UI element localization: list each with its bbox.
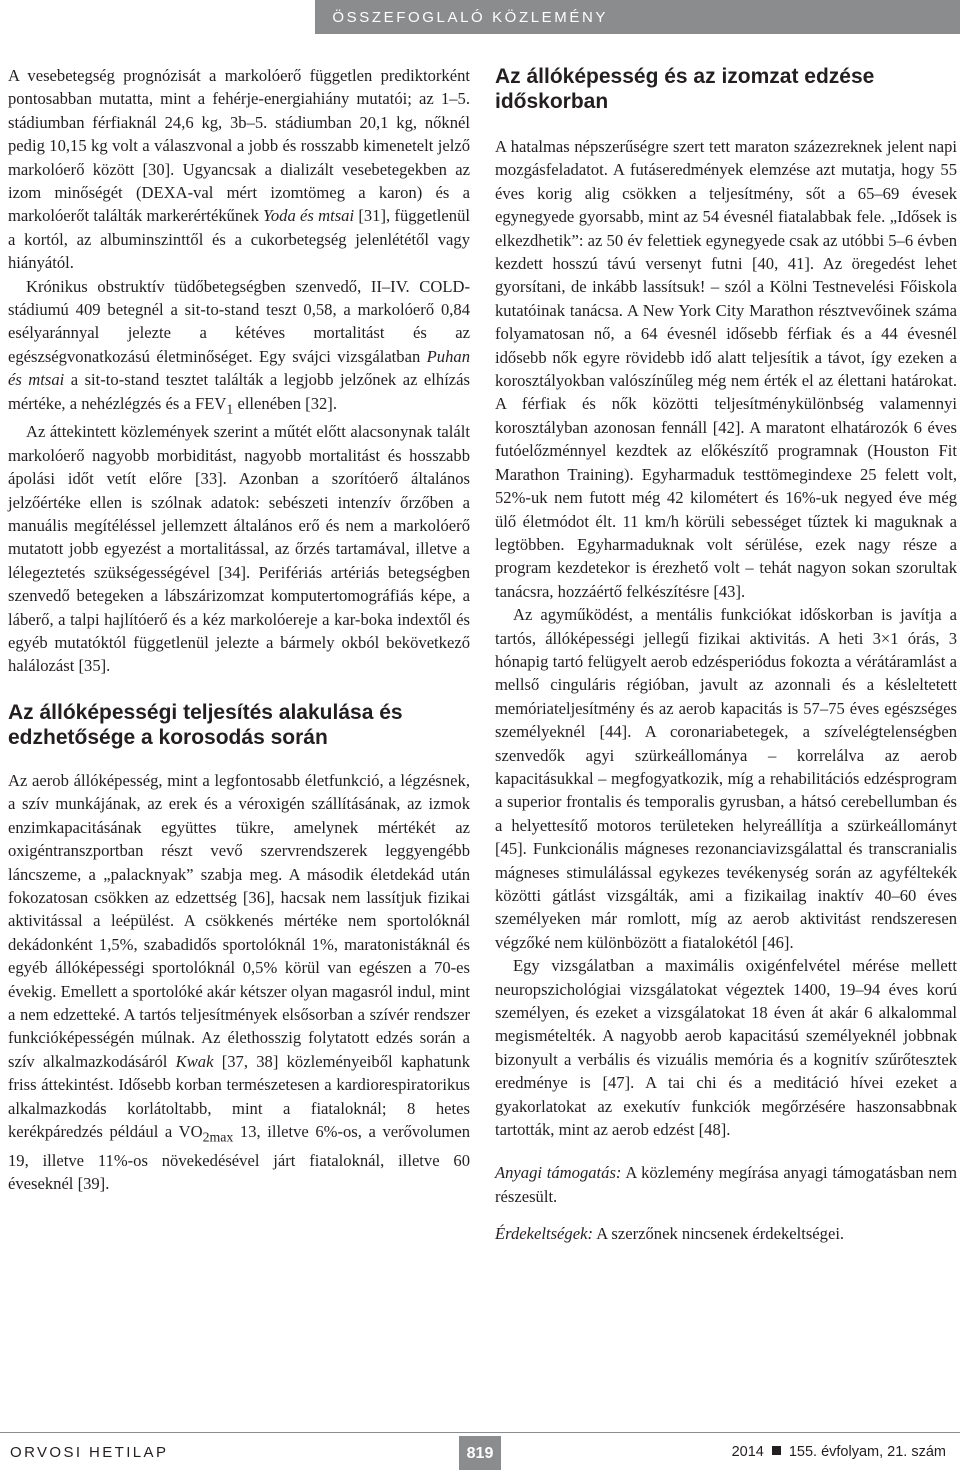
paragraph-copd: Krónikus obstruktív tüdőbetegségben szenvedő, II–IV. COLD-stádiumú 409 betegnél a sit-to-stand teszt 0,58, a markolóerő 0,84 esélyaránnyal jelezte a kétéves mortalitást és az egészségvonatkozású életminőséget. Egy svájci vizsgálatban Puhan és mtsai a sit-to-stand tesztet találták a legjobb jelzőnek az elhízás mértéke, a nehézlégzés és a $FEV_1$ ellenében [32].	[8, 276, 470, 416]
issue-volume: 155. évfolyam, 21. szám	[788, 1444, 946, 1460]
funding-statement: Anyagi támogatás: A közlemény megírása anyagi támogatásban nem részesült.	[495, 1163, 957, 1206]
paragraph-aerobic-capacity: Az aerob állóképesség, mint a legfontosabb életfunkció, a légzésnek, a szív munkájának, az erek és a véroxigén szállításának, az izmok enzimkapacitásának együttes tükre, amelynek mértékét az oxigéntranszportban részt vevő szervrendszerek leggyengébb láncszeme, a „palacknyak” szabja meg. A második életdekád után fokozatosan csökken az edzettség [36], hacsak nem lassítjuk fizikai aktivitással a leépülést. A csökkenés mértéke nem sportolóknál dekádonként 1,5%, szabadidős sportolóknál 1%, maratonistáknál és egyéb állóképességi sportolóknál 0,5% körül van egészen a 70-es évekig. Emellett a sportolóké akár kétszer olyan magasról indul, mint a nem edzetteké. A tartós teljesítmények elsősorban a szívér rendszer funkcióképességén múlnak. Az élethosszig folytatott edzés során a szív alkalmazkodásáról Kwak [37, 38] közleményeiből kaphatunk friss áttekintést. Idősebb korban természetesen a kardiorespiratorikus alkalmazkodás korlátoltabb, mint a fiataloknál; 8 hetes kerékpáredzés például a $VO_{2max}$ 13, illetve 6%-os, a verővolumen 19, illetve 11%-os növekedésével járt fiataloknál, illetve 60 éveseknél [39].	[8, 770, 470, 1194]
issue-year: 2014	[731, 1444, 764, 1460]
conflict-statement: Érdekeltségek: A szerzőnek nincsenek érdekeltségei.	[495, 1224, 845, 1244]
issue-info	[732, 1444, 946, 1460]
square-icon	[772, 1446, 781, 1455]
paragraph-kidney-disease: A vesebetegség prognózisát a markolóerő független prediktorként pontosabban mutatta, mint a fehérje-energiahiány mutatói; az 1–5. stádiumban férfiaknál 24,6 kg, 3b–5. stádiumban 20,1 kg, nőknél pedig 10,15 kg volt a válaszvonal a jobb és rosszabb kimenetelt jelző markolóerő között [30]. Ugyancsak a dializált vesebetegekben az izom minőségét (DEXA-val mért izomtömeg a karon) és a markolóerőt találták markerértékűnek Yoda és mtsai [31], függetlenül a kortól, az albuminszinttől és a cukorbetegség jelenlététől vagy hiányától.	[8, 66, 470, 273]
paragraph-brain-function: Az agyműködést, a mentális funkciókat időskorban is javítja a tartós, állóképességi jellegű fizikai aktivitás. A heti 3×1 órás, 3 hónapig tartó felügyelt aerob edzésperiódus fokozta a vérátáramlást a mellső cinguláris régióban, javult az azonnali és a késleltetett memóriateljesítmény és az aerob kapacitás is 57–75 éves egészséges személyeknél [44]. A coronariabetegek, a szívelégtelenségben szenvedők agyi szürkeállománya – korrelálva az aerob kapacitásukkal – megfogyatkozik, míg a rehabilitációs edzésprogram a superior frontalis és temporalis gyrusban, a hátsó cerebellumban és a helyettesítő motoros területeken helyreállítja a szürkeállományt [45]. Funkcionális mágneses rezonanciavizsgálattal és transcranialis mágneses stimulálással egykezes tevékenység során az agyféltekék közötti gátlást vizsgálták, ami a fizikailag inaktív 40–60 éves személyeken már romlott, míg az aerob aktivitást rendszeresen végzőké nem különbözött a fiatalokétól [46].	[495, 605, 957, 952]
section-label: ÖSSZEFOGLALÓ KÖZLEMÉNY	[332, 9, 608, 26]
left-column	[8, 64, 470, 1196]
right-column	[495, 64, 957, 1246]
paragraph-marathon: A hatalmas népszerűségre szert tett maraton százezreknek jelent napi mozgásfeladatot. A futáseredmények elemzése azt mutatja, hogy 55 éves korig alig csökken a teljesítmény, sőt a 65–69 évesek egynegyede gyorsabb, mint az 54 évesnél fiatalabbak fele. „Idősek is elkezdhetik”: az 50 év felettiek egynegyede csak az utóbbi 5–6 évben kezdett hosszú távú versenyt futni [40, 41]. Az öregedést lehet gyorsítani, de inkább lassítsuk! – szól a Kölni Testnevelési Főiskola kutatóinak tanácsa. A New York City Marathon résztvevőinek száma folyamatosan nő, a 64 évesnél idősebb férfiak és a 44 évesnél idősebb nők egyre rövidebb idő alatt teljesítik a távot, így ezeken a korosztályokban valószínűleg még nem érték el az élettani határokat. A férfiak és nők közötti teljesítménykülönbség valamennyi korosztályban azonosan fennáll [42]. A maratont elhatározók 6 éves futóelőzménnyel kezdtek az előkészítő programnak (Houston Fit Marathon Training). Egyharmaduk testtömegindexe 25 felett volt, 52%-uk nem futott még 42 kilométert és 16%-uk negyed éve még ülő életmódot élt. 11 km/h körüli sebességet tűztek ki maguknak a legtöbben. Egyharmaduknak volt sérülése, ezek nagy része a program kezdetekor is érezhető volt – tehát nagyon sokan szorultak tanácsra, hozzáértő felkészítésre [43].	[495, 137, 957, 601]
journal-name: ORVOSI HETILAP	[10, 1444, 169, 1461]
section-heading-endurance-aging: Az állóképességi teljesítés alakulása és edzhetősége a korosodás során	[8, 700, 403, 749]
section-heading-training-elderly: Az állóképesség és az izomzat edzése időskorban	[495, 65, 875, 113]
footer-rule	[0, 1432, 960, 1433]
paragraph-surgery: Az áttekintett közlemények szerint a műtét előtt alacsonynak talált markolóerő nagyobb morbiditást, nagyobb mortalitást és hosszabb ápolási időt vetít előre [33]. Azonban a szorítóerő általános jelzőértéke ellen is szólnak adatok: sebészeti intenzív őrzőben a manuális megítéléssel jellemzett általános erő és nem a markolóerő mutatott jobb egyezést a mortalitással, az őrzés tartamával, illetve a lélegeztetés szükségességével [34]. Perifériás artériás betegségben szenvedő betegeken a lábszárizomzat komputertomográfiás képe, a láberő, a talpi hajlítóerő és a kéz markolóereje a kar-boka indextől és egyéb mutatóktól függetlenül jelezte a bármely okból bekövetkező halálozást [35].	[8, 422, 470, 676]
paragraph-oxygen-study: Egy vizsgálatban a maximális oxigénfelvétel mérése mellett neuropszichológiai vizsgálatokat végeztek 1400, 19–94 éves korú személyen, és ezeket a vizsgálatokat 18 éven át akár 6 alkalommal megismételték. A nagyobb aerob kapacitású személyeknél jobbnak bizonyult a verbális és vizuális memória és a kognitív szűrőtesztek eredménye is [47]. A tai chi és a meditáció hívei ezeket a gyakorlatokat az exekutív funkciók megőrzésére haszonsabbnak tartották, mint az aerob edzést [48].	[495, 956, 957, 1140]
page-number: 819	[459, 1436, 501, 1470]
